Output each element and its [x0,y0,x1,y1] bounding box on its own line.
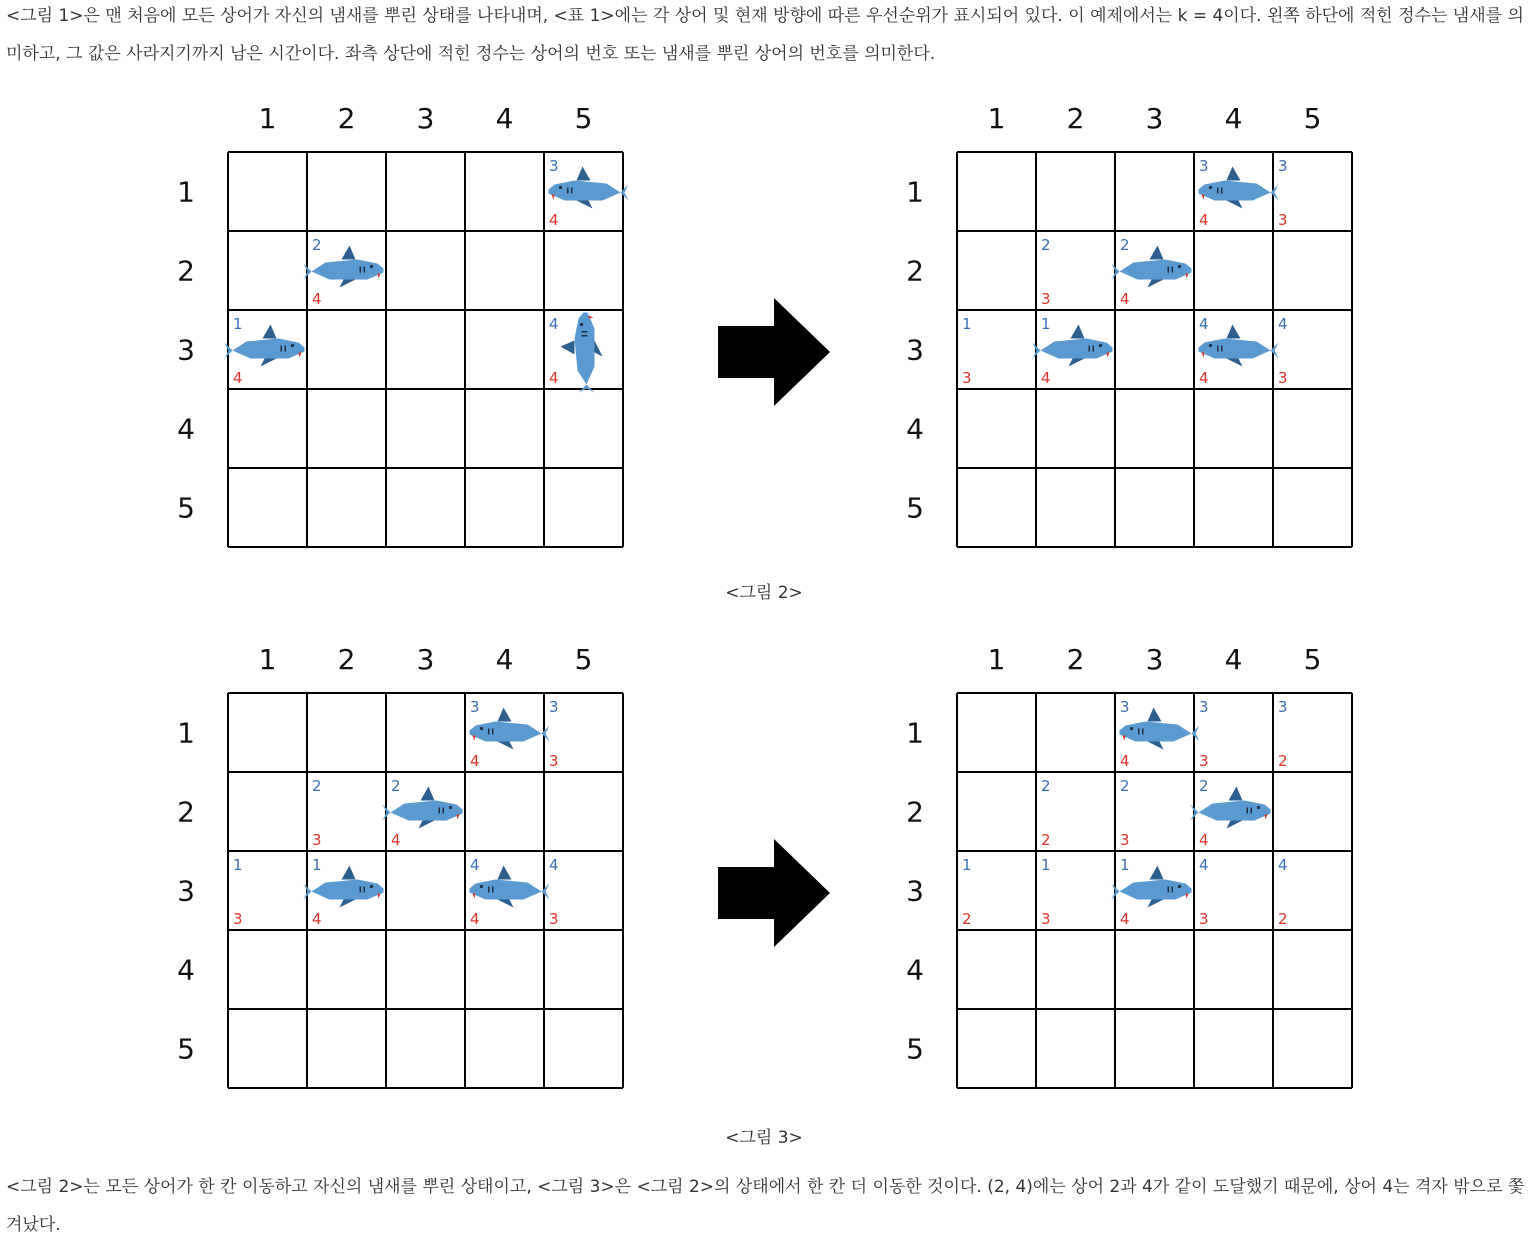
figure-3-after-grid [897,631,1367,1101]
grid-cell [549,856,559,928]
right-arrow-icon [718,839,830,947]
row-label: 3 [177,333,195,367]
grid-cell [1033,315,1113,387]
smell-time: 4 [312,910,322,928]
smell-time: 3 [549,752,559,770]
smell-time: 3 [1041,290,1051,308]
row-label: 1 [177,175,195,209]
grid-cell [1120,698,1200,770]
column-label: 2 [337,643,356,676]
shark-icon [561,313,603,393]
shark-number: 3 [1278,698,1288,716]
grid-cell [470,856,550,928]
grid-cell [383,777,463,849]
smell-time: 4 [549,211,559,229]
smell-time: 3 [312,831,322,849]
shark-number: 2 [391,777,401,795]
smell-time: 4 [391,831,401,849]
shark-number: 2 [1041,236,1051,254]
row-label: 3 [906,333,924,367]
shark-number: 2 [1120,777,1130,795]
grid-cell [1041,236,1051,308]
row-label: 2 [177,795,195,829]
grid-cell [1199,315,1279,387]
shark-number: 4 [470,856,480,874]
shark-number: 3 [1278,157,1288,175]
shark-number: 4 [1278,856,1288,874]
column-label: 5 [574,102,593,135]
shark-icon [549,167,629,209]
row-label: 3 [906,874,924,908]
grid-cell [1278,315,1288,387]
smell-time: 4 [1199,211,1209,229]
column-label: 2 [1066,643,1085,676]
column-label: 1 [987,643,1006,676]
shark-number: 3 [549,698,559,716]
smell-time: 4 [1120,752,1130,770]
smell-time: 3 [549,910,559,928]
row-label: 4 [177,412,195,446]
smell-time: 3 [1278,369,1288,387]
smell-time: 4 [470,752,480,770]
row-label: 2 [906,795,924,829]
shark-number: 1 [962,315,972,333]
column-label: 3 [1145,102,1164,135]
grid-cell [1199,856,1209,928]
row-label: 5 [177,1032,195,1066]
smell-time: 2 [1278,910,1288,928]
smell-time: 4 [1120,910,1130,928]
shark-icon [1199,325,1279,367]
column-label: 3 [416,643,435,676]
column-label: 3 [1145,643,1164,676]
right-arrow-icon [718,298,830,406]
grid-cell [1191,777,1271,849]
shark-number: 2 [1199,777,1209,795]
row-label: 2 [906,254,924,288]
row-label: 2 [177,254,195,288]
row-label: 4 [906,953,924,987]
smell-time: 3 [1120,831,1130,849]
column-label: 4 [1224,643,1243,676]
shark-icon [470,866,550,908]
row-label: 5 [906,1032,924,1066]
shark-number: 4 [549,856,559,874]
smell-time: 2 [962,910,972,928]
figure-3-caption: <그림 3> [725,1128,803,1148]
smell-time: 3 [1278,211,1288,229]
grid-cell [1199,157,1279,229]
shark-number: 2 [1120,236,1130,254]
shark-number: 1 [233,315,243,333]
row-label: 1 [906,716,924,750]
shark-number: 4 [549,315,559,333]
smell-time: 3 [1041,910,1051,928]
shark-number: 4 [1278,315,1288,333]
grid-cell [1112,856,1192,928]
smell-time: 2 [1041,831,1051,849]
smell-time: 4 [312,290,322,308]
shark-number: 4 [1199,856,1209,874]
shark-number: 2 [312,777,322,795]
grid-cell [1278,856,1288,928]
column-label: 1 [987,102,1006,135]
row-label: 1 [177,716,195,750]
grid-cell [312,777,322,849]
shark-number: 1 [962,856,972,874]
grid-cell [1112,236,1192,308]
shark-number: 2 [1041,777,1051,795]
row-label: 1 [906,175,924,209]
shark-number: 1 [1041,315,1051,333]
row-label: 5 [177,491,195,525]
grid-cell [1041,856,1051,928]
grid-cell [233,856,243,928]
smell-time: 4 [549,369,559,387]
smell-time: 3 [962,369,972,387]
column-label: 5 [1303,643,1322,676]
smell-time: 4 [233,369,243,387]
grid-cell [1278,698,1288,770]
row-label: 4 [906,412,924,446]
figure-2-caption: <그림 2> [725,583,803,603]
shark-number: 2 [312,236,322,254]
shark-number: 1 [233,856,243,874]
row-label: 4 [177,953,195,987]
shark-number: 4 [1199,315,1209,333]
column-label: 5 [574,643,593,676]
column-label: 1 [258,643,277,676]
smell-time: 3 [233,910,243,928]
grid-cell [1120,777,1130,849]
grid-cell [962,856,972,928]
row-label: 5 [906,491,924,525]
smell-time: 3 [1199,752,1209,770]
shark-number: 3 [1199,157,1209,175]
grid-cell [1041,777,1051,849]
shark-icon [1199,167,1279,209]
smell-time: 3 [1199,910,1209,928]
shark-number: 3 [1120,698,1130,716]
column-label: 5 [1303,102,1322,135]
smell-time: 4 [1041,369,1051,387]
column-label: 4 [1224,102,1243,135]
column-label: 1 [258,102,277,135]
figure-2-after-grid [897,90,1367,560]
figure-3-before-grid [168,631,638,1101]
grid-cell [1199,698,1209,770]
smell-time: 4 [1120,290,1130,308]
grid-cell [304,236,384,308]
smell-time: 4 [470,910,480,928]
shark-icon [470,708,550,750]
column-label: 3 [416,102,435,135]
grid-cell [549,313,603,393]
shark-number: 1 [1041,856,1051,874]
shark-number: 3 [1199,698,1209,716]
smell-time: 4 [1199,831,1209,849]
smell-time: 4 [1199,369,1209,387]
shark-number: 1 [312,856,322,874]
column-label: 4 [495,102,514,135]
grid-cell [225,315,305,387]
shark-number: 3 [549,157,559,175]
grid-cell [549,698,559,770]
grid-cell [549,157,629,229]
smell-time: 2 [1278,752,1288,770]
intro-paragraph: <그림 1>은 맨 처음에 모든 상어가 자신의 냄새를 뿌린 상태를 나타내며, <표 1>에는 각 상어 및 현재 방향에 따른 우선순위가 표시되어 있다. 이 예제에서는 k = 4이다. 왼쪽 하단에 적힌 정수는 냄새를 의미하고, 그 값은 사라지기까지 남은 시간이다. 좌측 상단에 적힌 정수는 상어의 번호 또는 냄새를 뿌린 상어의 번호를 의미한다. [6,6,1524,64]
grid-cell [1278,157,1288,229]
grid-cell [470,698,550,770]
shark-number: 1 [1120,856,1130,874]
row-label: 3 [177,874,195,908]
shark-icon [1120,708,1200,750]
column-label: 2 [337,102,356,135]
grid-cell [962,315,972,387]
column-label: 2 [1066,102,1085,135]
figure-2-before-grid [168,90,638,560]
explanation-paragraph: <그림 2>는 모든 상어가 한 칸 이동하고 자신의 냄새를 뿌린 상태이고, <그림 3>은 <그림 2>의 상태에서 한 칸 더 이동한 것이다. (2, 4)에는 상어 2과 4가 같이 도달했기 때문에, 상어 4는 격자 밖으로 쫓겨났다. [6,1177,1525,1235]
grid-cell [304,856,384,928]
shark-number: 3 [470,698,480,716]
column-label: 4 [495,643,514,676]
